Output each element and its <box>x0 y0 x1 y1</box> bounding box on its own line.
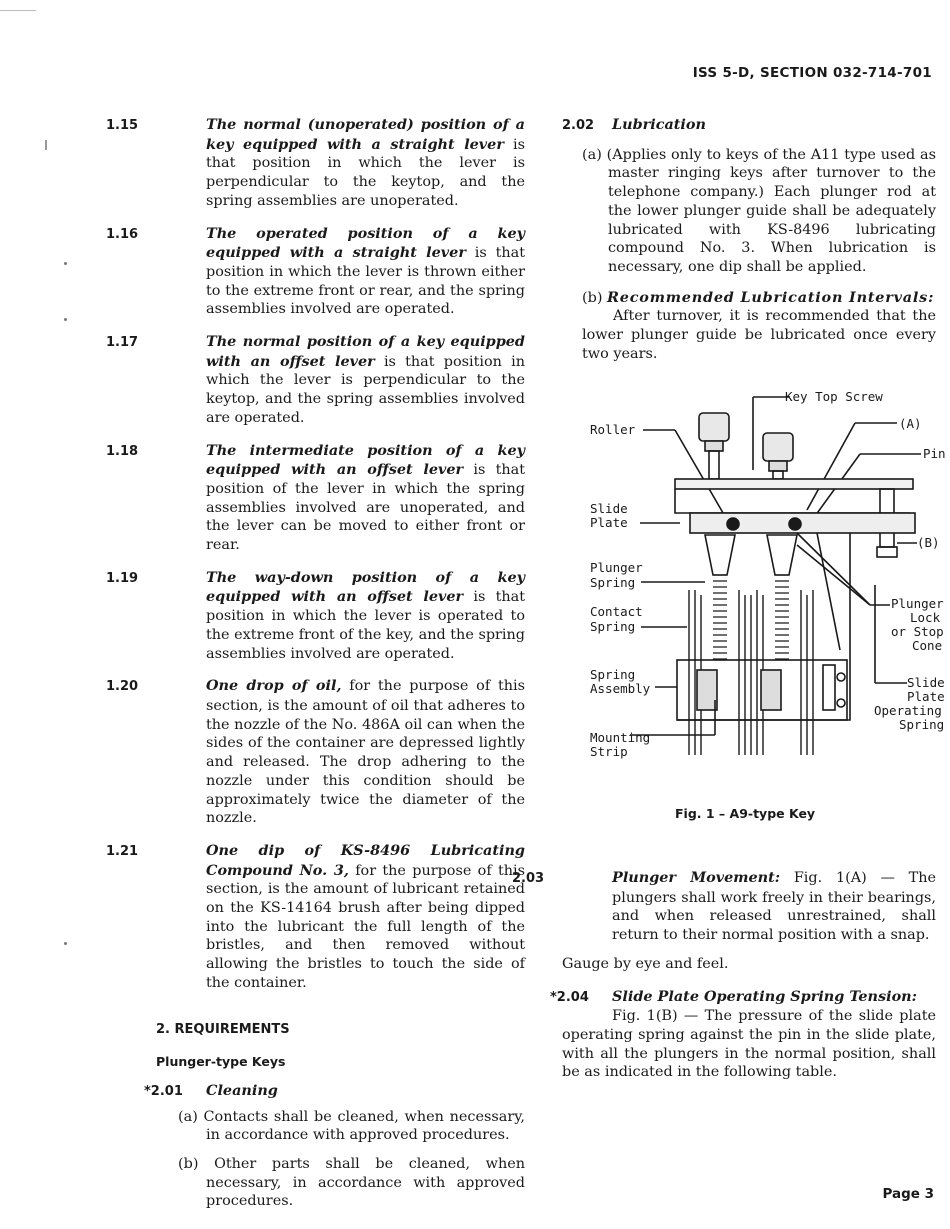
label-spring-assembly: Spring <box>590 667 636 682</box>
para-title: The way-down position of a key equipped with an offset lever <box>206 568 525 606</box>
para-number: 1.21 <box>106 843 139 859</box>
label-slide-plate-operating-spring: Plate <box>907 689 945 704</box>
label-pin: Pin <box>923 446 946 461</box>
label-plunger-lock: Plunger <box>891 596 944 611</box>
item-title: Recommended Lubrication Intervals: <box>607 288 935 306</box>
paragraph-2-04 <box>550 987 936 1008</box>
paragraph-1-17 <box>106 333 525 428</box>
section-heading-requirements: 2. REQUIREMENTS <box>156 1021 290 1037</box>
para-number: 1.20 <box>106 679 139 695</box>
para-title: The operated position of a key equipped with a straight lever <box>206 224 525 262</box>
scan-speck <box>64 318 67 321</box>
para-title: Lubrication <box>612 116 706 133</box>
paragraph-1-15 <box>106 116 525 211</box>
label-contact-spring: Spring <box>590 619 636 634</box>
label-a: (A) <box>899 416 922 431</box>
label-key-top-screw: Key Top Screw <box>785 389 883 404</box>
item-text: (Applies only to keys of the A11 type used as master ringing keys after turnover to the telephone company.) Each plunger rod at the lower plunger guide shall be adequately lubricated with KS-8496 lubricating compound No. 3. When lubrication is necessary, one dip shall be applied. <box>606 146 936 275</box>
page-footer: Page 3 <box>882 1186 934 1202</box>
para-title: Cleaning <box>206 1081 278 1099</box>
paragraph-2-03 <box>512 869 936 945</box>
item-label: (a) <box>178 1108 198 1125</box>
paragraph-2-02-a <box>562 146 936 277</box>
para-title: Plunger Movement: <box>612 869 781 886</box>
page-header: ISS 5-D, SECTION 032-714-701 <box>692 65 932 81</box>
label-slide-plate-operating-spring: Slide <box>907 675 945 690</box>
paragraph-2-01-b <box>178 1155 525 1211</box>
paragraph-1-21 <box>106 841 525 993</box>
item-text: Other parts shall be cleaned, when necessary, in accordance with approved procedures. <box>206 1156 525 1210</box>
scan-edge-line <box>0 10 36 11</box>
para-text: Fig. 1(A) — The plungers shall work freely in their bearings, and when released unrestrained, shall return to their normal position with a snap. <box>612 870 936 944</box>
para-text: is that position in which the lever is operated to the extreme front of the key, and the spring assemblies involved are operated. <box>206 589 525 662</box>
para-number: *2.01 <box>144 1083 183 1099</box>
paragraph-1-16 <box>106 224 525 320</box>
label-plunger-spring: Plunger <box>590 560 643 575</box>
label-slide-plate: Slide <box>590 501 628 516</box>
para-text: is that position in which the lever is perpendicular to the keytop, and the spring assemblies are unoperated. <box>206 136 525 209</box>
scan-speck <box>64 262 67 265</box>
para-text: for the purpose of this section, is the amount of lubricant retained on the KS-14164 brush after being dipped into the lubricant the full length of the bristles, and then removed without allowing the bristles to touch the side of the container. <box>206 862 525 991</box>
paragraph-1-18 <box>106 441 525 555</box>
a9-key-figure <box>585 385 950 775</box>
para-number: 2.02 <box>562 118 595 133</box>
gauge-text: Gauge by eye and feel. <box>562 955 729 972</box>
label-mounting-strip: Strip <box>590 744 628 759</box>
figure-caption: Fig. 1 – A9-type Key <box>675 806 816 821</box>
para-number: 1.16 <box>106 226 139 242</box>
label-slide-plate-operating-spring: Spring <box>899 717 945 732</box>
scan-speck <box>64 942 67 945</box>
para-title: One dip of KS-8496 Lubricating Compound No. 3, <box>206 841 525 879</box>
paragraph-2-01-a <box>178 1108 525 1145</box>
para-number: 1.17 <box>106 335 139 351</box>
subheading-plunger-keys: Plunger-type Keys <box>156 1054 286 1070</box>
para-title: The normal (unoperated) position of a key equipped with a straight lever <box>206 116 525 153</box>
para-title: Slide Plate Operating Spring Tension: <box>612 987 917 1005</box>
para-title: The normal position of a key equipped with an offset lever <box>206 333 525 370</box>
para-text: is that position of the lever in which the spring assemblies involved are unoperated, and the lever can be moved to either front or rear. <box>206 462 525 554</box>
paragraph-1-20 <box>106 677 525 828</box>
item-label: (a) <box>582 146 602 163</box>
left-column <box>106 116 525 1221</box>
item-label: (b) <box>582 289 603 306</box>
para-title: One drop of oil, <box>206 677 342 695</box>
para-title: The intermediate position of a key equipped with an offset lever <box>206 441 525 479</box>
para-text: for the purpose of this section, is the amount of oil that adheres to the nozzle of the No. 486A oil can when the sides of the container are depressed lightly and released. The drop adhering to the nozzle under this condition should be approximately twice the diameter of the nozzle. <box>206 678 525 827</box>
scan-mark <box>45 140 47 150</box>
label-plunger-lock: or Stop <box>891 624 944 639</box>
label-roller: Roller <box>590 422 636 437</box>
label-slide-plate: Plate <box>590 515 628 530</box>
label-mounting-strip: Mounting <box>590 730 651 745</box>
paragraph-2-01 <box>144 1081 525 1102</box>
label-slide-plate-operating-spring: Operating <box>874 703 942 718</box>
label-plunger-spring: Spring <box>590 575 636 590</box>
para-text: is that position in which the lever is thrown either to the extreme front or rear, and the spring assemblies involved are operated. <box>206 245 525 318</box>
para-number: 2.03 <box>512 871 545 886</box>
para-number: 1.19 <box>106 570 139 586</box>
right-column-bottom <box>512 869 936 1082</box>
paragraph-1-19 <box>106 568 525 664</box>
paragraph-2-02 <box>562 116 936 136</box>
paragraph-2-04-text: Fig. 1(B) — The pressure of the slide plate operating spring against the pin in the slide plate, with all the plungers in the normal position, shall be as indicated in the following table. <box>562 1008 936 1081</box>
para-number: 1.18 <box>106 443 139 459</box>
label-plunger-lock: Cone <box>912 638 943 653</box>
para-number: *2.04 <box>550 989 589 1005</box>
label-contact-spring: Contact <box>590 604 643 619</box>
label-spring-assembly: Assembly <box>590 681 651 696</box>
right-column-top <box>562 116 936 363</box>
item-text: Contacts shall be cleaned, when necessary, in accordance with approved procedures. <box>203 1108 525 1144</box>
item-label: (b) <box>178 1156 199 1173</box>
para-text: is that position in which the lever is perpendicular to the keytop, and the spring assemblies involved are operated. <box>206 353 525 426</box>
paragraph-2-02-b-text: After turnover, it is recommended that the lower plunger guide be lubricated once every two years. <box>582 308 936 362</box>
label-b: (B) <box>917 535 940 550</box>
paragraph-2-02-b <box>562 289 936 308</box>
label-plunger-lock: Lock <box>910 610 941 625</box>
para-number: 1.15 <box>106 118 139 133</box>
